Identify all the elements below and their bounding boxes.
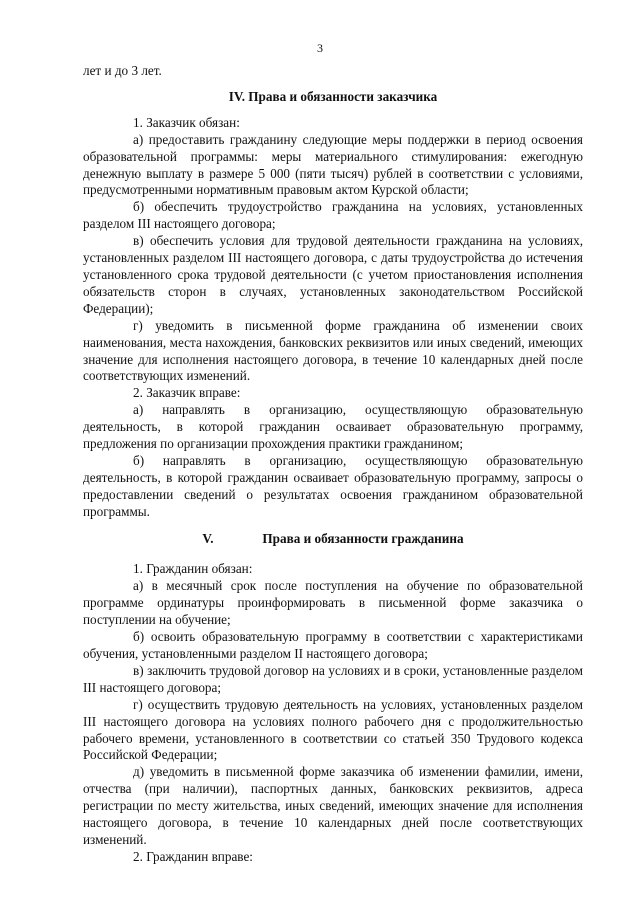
- s5-clause-2: 2. Гражданин вправе:: [133, 848, 253, 864]
- s4-clause-2b: б) направлять в организацию, осуществляющую образовательную деятельность, в которой гражданин осваивает образовательную программу, запросы о предоставлении сведений о результатах освоения гражданином образовательной программы.: [83, 452, 583, 519]
- s4-clause-1b: б) обеспечить трудоустройство гражданина на условиях, установленных разделом III настоящего договора;: [83, 199, 583, 232]
- section-4-title: IV. Права и обязанности заказчика: [228, 88, 438, 104]
- s5-clause-1v: в) заключить трудовой договор на условиях и в сроки, установленные разделом III настоящего договора;: [83, 662, 583, 695]
- section-5-number: V.: [202, 530, 214, 546]
- s5-clause-1a: а) в месячный срок после поступления на обучение по образовательной программе ординатуры проинформировать в письменной форме заказчика о поступлении на обучение;: [83, 578, 583, 628]
- s4-clause-1v: в) обеспечить условия для трудовой деятельности гражданина на условиях, установленных разделом III настоящего договора, с даты трудоустройства до истечения установленного срока трудовой деятельности (с учетом приостановления исполнения обязательств сторон в случаях, установленных законодательством Российской Федерации);: [83, 233, 583, 316]
- section-5-title: [83, 531, 583, 548]
- document-body: [83, 63, 583, 866]
- s4-clause-1: 1. Заказчик обязан:: [133, 114, 240, 130]
- s5-clause-1d: д) уведомить в письменной форме заказчика об изменении фамилии, имени, отчества (при наличии), паспортных данных, банковских реквизитов, адреса регистрации по месту жительства, иных сведений, имеющих значение для исполнения настоящего договора, в течение 10 календарных дней после соответствующих изменений.: [83, 764, 583, 847]
- s4-clause-1g: г) уведомить в письменной форме гражданина об изменении своих наименования, места нахождения, банковских реквизитов или иных сведений, имеющих значение для исполнения настоящего договора, в течение 10 календарных дней после соответствующих изменений.: [83, 317, 583, 384]
- s4-clause-1a: а) предоставить гражданину следующие меры поддержки в период освоения образовательной программы: меры материального стимулирования: ежегодную денежную выплату в размере 5 000 (пяти тысяч) рублей в соответствии с условиями, предусмотренными нормативным правовым актом Курской области;: [83, 131, 583, 198]
- section-5-heading: Права и обязанности гражданина: [262, 530, 464, 546]
- page-number: 3: [317, 41, 323, 55]
- s5-clause-1g: г) осуществить трудовую деятельность на условиях, установленных разделом III настоящего договора на условиях полного рабочего дня с продолжительностью рабочего времени, установленного в соответствии со статьей 350 Трудового кодекса Российской Федерации;: [83, 696, 583, 763]
- s5-clause-1b: б) освоить образовательную программу в соответствии с характеристиками обучения, установленными разделом II настоящего договора;: [83, 629, 583, 661]
- s4-clause-2: 2. Заказчик вправе:: [133, 385, 241, 401]
- paragraph-continuation: лет и до 3 лет.: [83, 63, 162, 78]
- s4-clause-2a: а) направлять в организацию, осуществляющую образовательную деятельность, в которой гражданин осваивает образовательную программу, предложения по организации прохождения практики гражданином;: [83, 402, 583, 452]
- s5-clause-1: 1. Гражданин обязан:: [133, 561, 253, 577]
